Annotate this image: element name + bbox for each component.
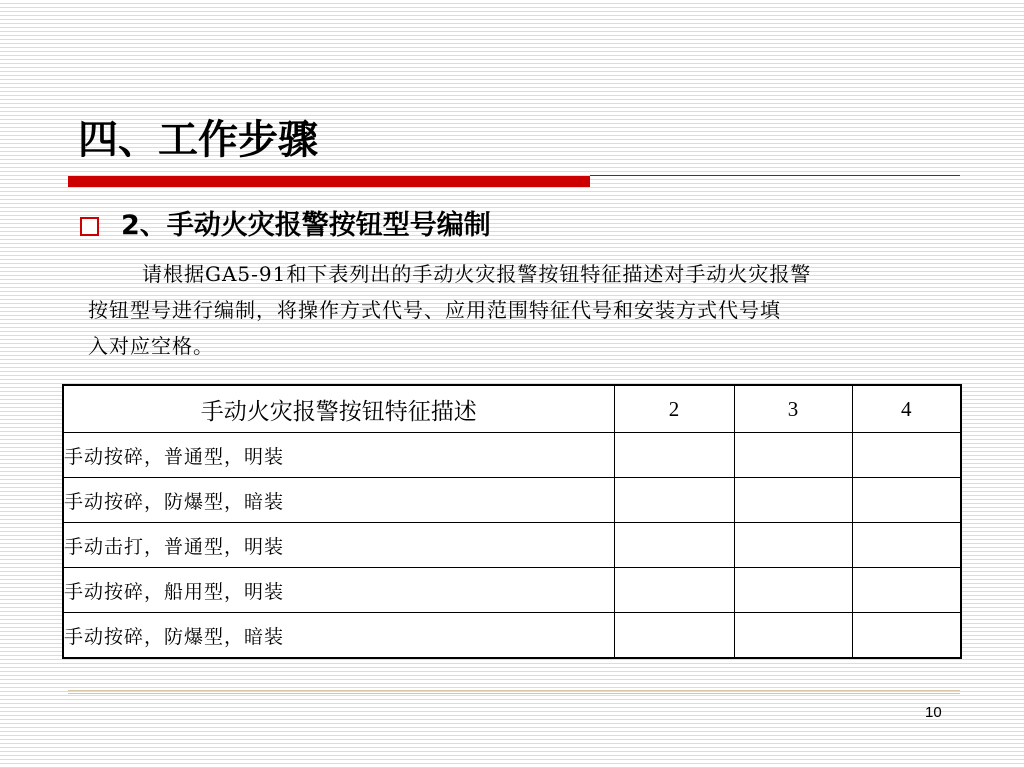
header-col-2: 2 [614, 385, 734, 433]
square-bullet-icon [80, 217, 99, 236]
header-feature-description: 手动火灾报警按钮特征描述 [63, 385, 614, 433]
footer-rule-top [68, 690, 960, 691]
code-cell-4[interactable] [852, 568, 961, 613]
code-cell-4[interactable] [852, 613, 961, 659]
bullet-number: 2 [121, 210, 140, 241]
paragraph-line-2: 按钮型号进行编制，将操作方式代号、应用范围特征代号和安装方式代号填 [88, 298, 781, 322]
instruction-paragraph [88, 256, 948, 364]
paragraph-line-1: 请根据GA5-91和下表列出的手动火灾报警按钮特征描述对手动火灾报警 [142, 262, 812, 286]
table-row [63, 433, 961, 478]
code-cell-3[interactable] [734, 568, 852, 613]
code-cell-3[interactable] [734, 523, 852, 568]
header-col-4: 4 [852, 385, 961, 433]
title-underline-rule [590, 175, 960, 176]
footer-rule-bottom [68, 693, 960, 694]
row-description: 手动击打，普通型，明装 [63, 523, 614, 568]
code-cell-3[interactable] [734, 433, 852, 478]
page-number: 10 [925, 704, 942, 721]
row-description: 手动按碎，防爆型，暗装 [63, 613, 614, 659]
code-cell-2[interactable] [614, 478, 734, 523]
code-cell-4[interactable] [852, 478, 961, 523]
table-row [63, 478, 961, 523]
code-cell-3[interactable] [734, 478, 852, 523]
slide-title: 四、工作步骤 [78, 117, 318, 163]
row-description: 手动按碎，普通型，明装 [63, 433, 614, 478]
code-cell-4[interactable] [852, 523, 961, 568]
paragraph-line-3: 入对应空格。 [88, 334, 214, 358]
bullet-heading-text [121, 208, 491, 244]
model-code-table [62, 384, 962, 659]
code-cell-2[interactable] [614, 433, 734, 478]
code-cell-4[interactable] [852, 433, 961, 478]
table-header-row [63, 385, 961, 433]
bullet-heading-label: 、手动火灾报警按钮型号编制 [139, 210, 491, 241]
header-col-3: 3 [734, 385, 852, 433]
row-description: 手动按碎，船用型，明装 [63, 568, 614, 613]
title-underline-bar [68, 176, 590, 187]
code-cell-3[interactable] [734, 613, 852, 659]
table-row [63, 568, 961, 613]
table-row [63, 523, 961, 568]
code-cell-2[interactable] [614, 613, 734, 659]
table-row [63, 613, 961, 659]
code-cell-2[interactable] [614, 523, 734, 568]
bullet-heading [80, 208, 491, 244]
row-description: 手动按碎，防爆型，暗装 [63, 478, 614, 523]
code-cell-2[interactable] [614, 568, 734, 613]
